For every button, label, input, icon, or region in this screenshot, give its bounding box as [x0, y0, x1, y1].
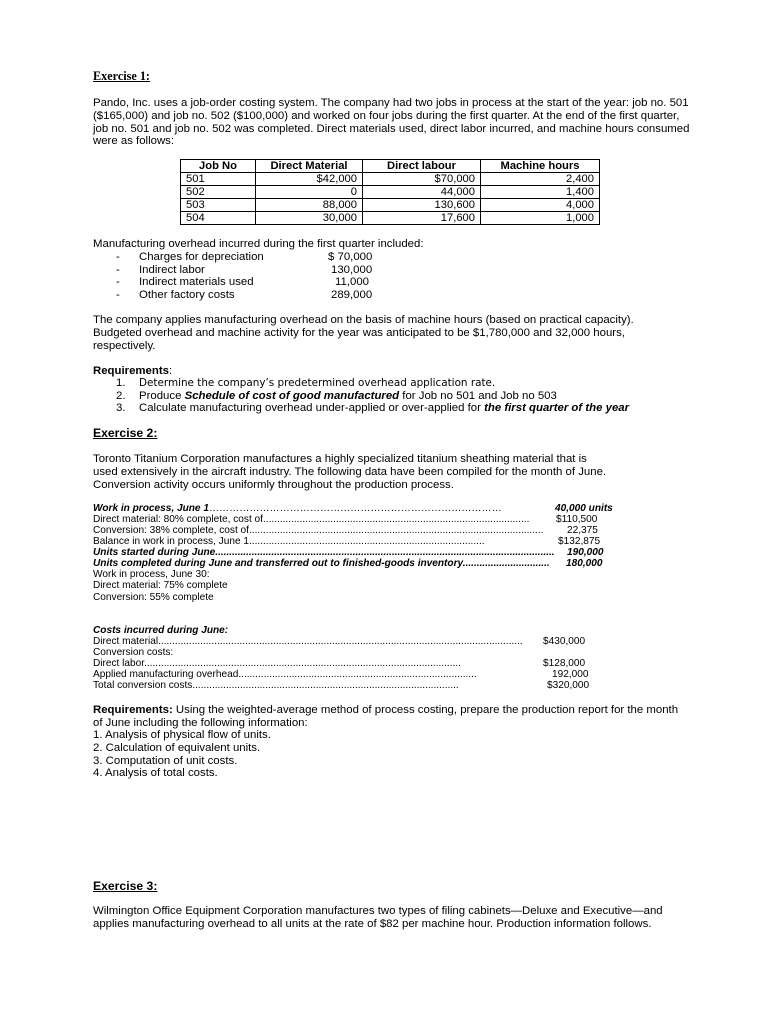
table-cell: 504	[181, 212, 256, 225]
column-header-direct-labour: Direct labour	[363, 160, 481, 173]
ledger-value: $430,000	[543, 636, 586, 647]
requirement-text: Determine the company’s predetermined overhead application rate.	[139, 377, 496, 389]
table-cell: 17,600	[363, 212, 481, 225]
overhead-value: $ 70,000	[328, 251, 373, 263]
wip-line: Direct material: 75% complete	[93, 580, 228, 592]
requirements-line	[93, 704, 703, 717]
column-header-job-no: Job No	[181, 160, 256, 173]
ledger-label: Direct material: 80% complete, cost of	[93, 514, 263, 525]
table-cell: 0	[256, 186, 363, 199]
applies-paragraph	[93, 314, 693, 352]
overhead-label: Indirect materials used	[139, 276, 254, 288]
ledger-row-applied-overhead	[93, 669, 533, 680]
ledger-row-wip-june1	[93, 503, 551, 514]
ledger-label: Direct labor	[93, 658, 145, 669]
wip-line: Work in process, June 30:	[93, 569, 210, 580]
exercise-2-requirement-list	[93, 729, 693, 780]
intro-line: Toronto Titanium Corporation manufactures a highly specialized titanium sheathing material that is	[93, 453, 587, 465]
exercise-3-intro	[93, 905, 703, 931]
ledger-label: Direct material	[93, 636, 159, 647]
table-header-row	[181, 160, 600, 173]
leader-dots: ..................................................................................................................................	[158, 636, 523, 647]
paragraph-line: Budgeted overhead and machine activity for the year was anticipated to be $1,780,000 and 32,000 hours,	[93, 326, 625, 339]
table-cell: 1,000	[481, 212, 600, 225]
table-cell: $70,000	[363, 173, 481, 186]
exercise-1-title: Exercise 1:	[93, 69, 150, 83]
ledger-value: 22,375	[567, 525, 598, 536]
intro-line: Wilmington Office Equipment Corporation manufactures two types of filing cabinets—Deluxe and Executive—and	[93, 905, 663, 917]
overhead-dash: -	[116, 251, 120, 263]
ledger-label: Total conversion costs	[93, 680, 193, 691]
ledger-row-units-started	[93, 547, 565, 558]
ledger-row-balance	[93, 536, 531, 547]
ledger-value: 190,000	[567, 547, 604, 558]
list-item: 1. Analysis of physical flow of units.	[93, 729, 271, 741]
ledger-label: Applied manufacturing overhead	[93, 669, 239, 680]
costs-heading: Costs incurred during June:	[93, 625, 229, 636]
paragraph-line: respectively.	[93, 339, 156, 352]
list-item: 4. Analysis of total costs.	[93, 767, 218, 780]
table-cell: 44,000	[363, 186, 481, 199]
table-row	[181, 173, 600, 186]
leader-dots: ...............................	[462, 558, 550, 569]
leader-dots: ...............................................................................................	[262, 514, 530, 525]
table-cell: 2,400	[481, 173, 600, 186]
requirement-emphasis: the first quarter of the year	[484, 402, 630, 414]
table-cell: 503	[181, 199, 256, 212]
requirements-colon: :	[168, 365, 173, 377]
leader-dots: .....................................................................................	[238, 669, 477, 680]
intro-line: used extensively in the aircraft industry. The following data have been compiled for the month of June.	[93, 465, 607, 478]
overhead-value: 11,000	[335, 276, 369, 288]
intro-line: Conversion activity occurs uniformly throughout the production process.	[93, 478, 454, 491]
ledger-label: Conversion: 38% complete, cost of	[93, 525, 249, 536]
requirements-label: Requirements	[93, 365, 169, 377]
table-row	[181, 199, 600, 212]
overhead-label: Other factory costs	[139, 289, 235, 301]
exercise-2-requirements	[93, 704, 703, 730]
ledger-value: 40,000 units	[555, 503, 613, 514]
ledger-row-direct-labor	[93, 658, 525, 669]
exercise-2-title: Exercise 2:	[93, 426, 158, 440]
table-cell: 501	[181, 173, 256, 186]
table-cell: 502	[181, 186, 256, 199]
exercise-2-intro	[93, 453, 693, 491]
table-row	[181, 212, 600, 225]
paragraph-line: The company applies manufacturing overhead on the basis of machine hours (based on practical capacity).	[93, 314, 634, 326]
wip-june-30-block	[93, 569, 693, 603]
requirement-text	[139, 390, 557, 402]
table-cell: 88,000	[256, 199, 363, 212]
leader-dots: .........................................................................................................	[248, 525, 544, 536]
job-cost-table	[180, 159, 600, 225]
ledger-value: $110,500	[556, 514, 598, 525]
ledger-row-direct-material	[93, 514, 543, 525]
intro-line: Pando, Inc. uses a job-order costing system. The company had two jobs in process at the start of the year: job no. 501	[93, 97, 689, 109]
leader-dots: .................................................................................................................	[144, 658, 461, 669]
intro-line: ($165,000) and job no. 502 ($100,000) and worked on four jobs during the first quarter. At the end of the first quarter,	[93, 109, 680, 122]
requirements-text: Using the weighted-average method of process costing, prepare the production report for the month	[172, 704, 679, 716]
ledger-label: Units started during June	[93, 547, 216, 558]
ledger-label: Work in process, June 1	[93, 503, 209, 514]
overhead-label: Charges for depreciation	[139, 251, 264, 263]
ledger-value: 192,000	[552, 669, 589, 680]
ledger-row-total-conversion	[93, 680, 533, 691]
overhead-value: 130,000	[331, 264, 373, 276]
requirements-label: Requirements:	[93, 704, 173, 716]
requirement-text	[139, 402, 629, 414]
table-cell: 30,000	[256, 212, 363, 225]
requirement-number: 1.	[116, 377, 126, 389]
requirement-text-post: for Job no 501 and Job no 503	[399, 390, 557, 402]
ledger-label: Units completed during June and transferred out to finished-goods inventory	[93, 558, 463, 569]
table-cell: 4,000	[481, 199, 600, 212]
ledger-value: 180,000	[566, 558, 603, 569]
table-row	[181, 186, 600, 199]
ledger-label: Balance in work in process, June 1	[93, 536, 249, 547]
ledger-value: $320,000	[547, 680, 590, 691]
overhead-value: 289,000	[331, 289, 373, 301]
overhead-dash: -	[116, 289, 120, 301]
table-cell: $42,000	[256, 173, 363, 186]
overhead-heading: Manufacturing overhead incurred during the first quarter included:	[93, 238, 424, 250]
leader-dots: ....................................................................................	[248, 536, 485, 547]
ledger-value: $128,000	[543, 658, 586, 669]
conversion-costs-label: Conversion costs:	[93, 647, 174, 658]
exercise-1-intro	[93, 97, 703, 148]
list-item: 2. Calculation of equivalent units.	[93, 741, 261, 754]
overhead-dash: -	[116, 276, 120, 288]
requirement-text-pre: Calculate manufacturing overhead under-applied or over-applied for	[139, 402, 485, 414]
ledger-row-conversion	[93, 525, 548, 536]
intro-line: job no. 501 and job no. 502 was completed. Direct materials used, direct labor incurred, and machine hours consumed	[93, 122, 690, 135]
leader-dots: ...............................................................................................	[192, 680, 459, 691]
requirements-line: of June including the following information:	[93, 716, 308, 729]
requirement-emphasis: Schedule of cost of good manufactured	[184, 390, 400, 402]
table-cell: 1,400	[481, 186, 600, 199]
requirement-number: 2.	[116, 390, 126, 402]
requirements-heading	[93, 365, 693, 378]
requirement-text-pre: Produce	[139, 390, 185, 402]
column-header-machine-hours: Machine hours	[481, 160, 600, 173]
overhead-dash: -	[116, 264, 120, 276]
overhead-label: Indirect labor	[139, 264, 205, 276]
list-item: 3. Computation of unit costs.	[93, 754, 238, 767]
leader-dots: ……………………………………………………………………………	[208, 503, 502, 514]
column-header-direct-material: Direct Material	[256, 160, 363, 173]
leader-dots: .........................................................................................................................	[215, 547, 555, 558]
table-cell: 130,600	[363, 199, 481, 212]
wip-line: Conversion: 55% complete	[93, 591, 214, 603]
requirement-number: 3.	[116, 402, 126, 414]
ledger-row-direct-material-cost	[93, 636, 541, 647]
intro-line: were as follows:	[93, 135, 175, 148]
ledger-row-units-completed	[93, 558, 563, 569]
exercise-3-title: Exercise 3:	[93, 879, 158, 893]
intro-line: applies manufacturing overhead to all units at the rate of $82 per machine hour. Production information follows.	[93, 917, 652, 930]
ledger-value: $132,875	[558, 536, 601, 547]
